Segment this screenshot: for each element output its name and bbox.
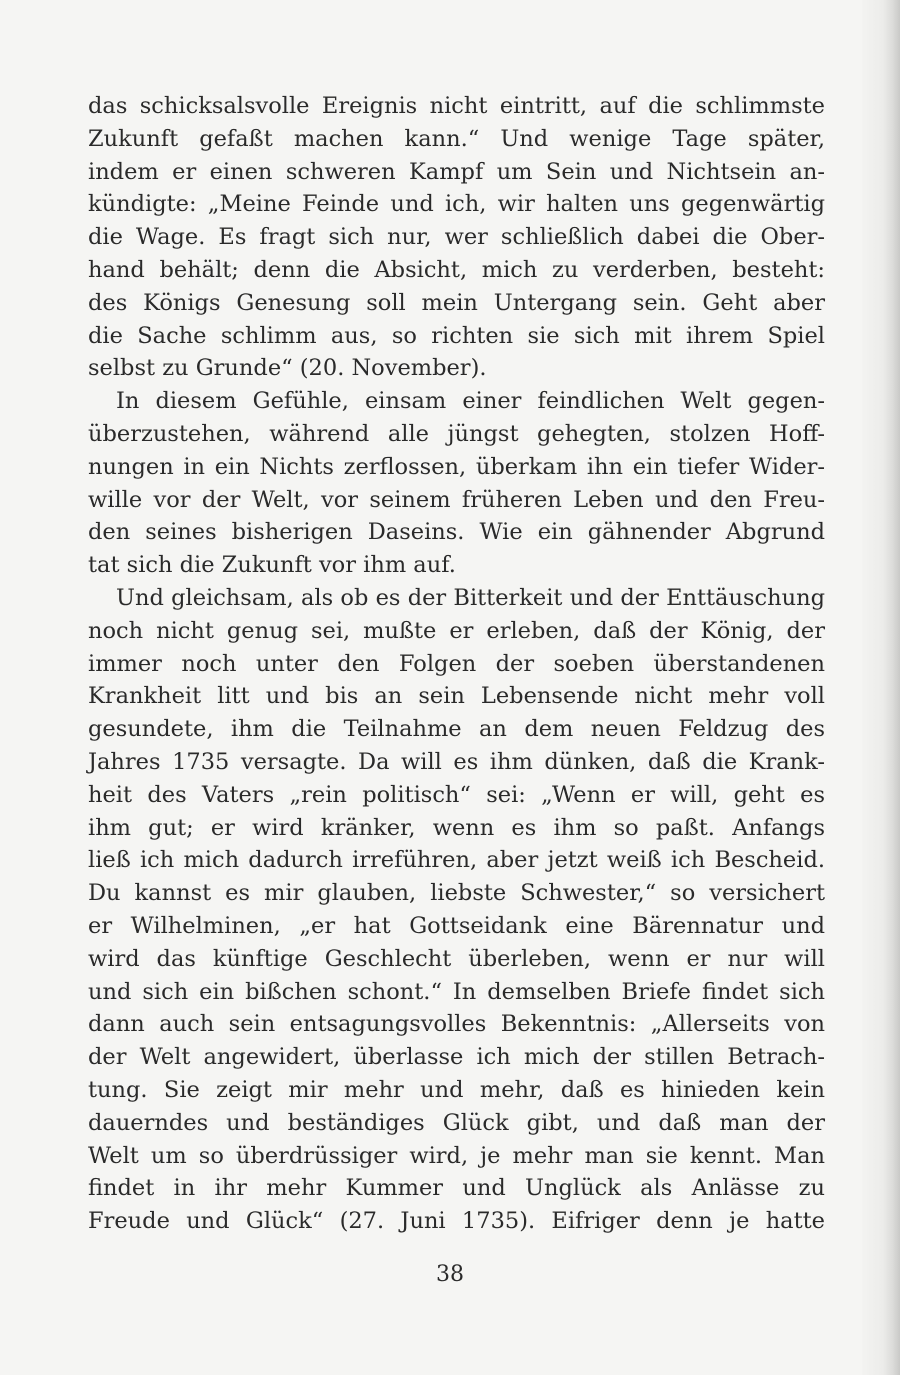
text-line: des Königs Genesung soll mein Untergang sein. Geht aber xyxy=(88,289,825,316)
text-line: wird das künftige Geschlecht überleben, wenn er nur will xyxy=(88,945,825,972)
text-line: Jahres 1735 versagte. Da will es ihm dünken, daß die Krank- xyxy=(88,748,825,775)
page-number: 38 xyxy=(436,1262,464,1287)
page-edge-shadow xyxy=(862,0,900,1375)
text-line: hand behält; denn die Absicht, mich zu verderben, besteht: xyxy=(88,256,825,283)
text-line: selbst zu Grunde“ (20. November). xyxy=(88,355,487,382)
text-line: Du kannst es mir glauben, liebste Schwester,“ so versichert xyxy=(88,880,825,907)
text-line: heit des Vaters „rein politisch“ sei: „Wenn er will, geht es xyxy=(88,781,825,808)
paragraph-3 xyxy=(88,582,825,1238)
text-line: wille vor der Welt, vor seinem früheren Leben und den Freu- xyxy=(88,486,825,513)
text-line: überzustehen, während alle jüngst gehegten, stolzen Hoff- xyxy=(88,420,825,447)
paragraph-1 xyxy=(88,90,825,385)
body-text xyxy=(88,90,825,1238)
text-line: ließ ich mich dadurch irreführen, aber jetzt weiß ich Bescheid. xyxy=(88,847,825,874)
text-line: tung. Sie zeigt mir mehr und mehr, daß es hinieden kein xyxy=(88,1076,825,1103)
text-line: er Wilhelminen, „er hat Gottseidank eine Bärennatur und xyxy=(88,912,825,939)
text-line: gesundete, ihm die Teilnahme an dem neuen Feldzug des xyxy=(88,716,825,743)
text-line: dann auch sein entsagungsvolles Bekenntnis: „Allerseits von xyxy=(88,1011,825,1038)
text-line: ihm gut; er wird kränker, wenn es ihm so paßt. Anfangs xyxy=(88,814,825,841)
text-line: die Sache schlimm aus, so richten sie sich mit ihrem Spiel xyxy=(88,322,825,349)
text-line: tat sich die Zukunft vor ihm auf. xyxy=(88,552,456,579)
text-line: In diesem Gefühle, einsam einer feindlichen Welt gegen- xyxy=(116,388,825,415)
text-line: der Welt angewidert, überlasse ich mich der stillen Betrach- xyxy=(88,1044,825,1071)
text-line: das schicksalsvolle Ereignis nicht eintritt, auf die schlimmste xyxy=(88,93,825,119)
text-line: Welt um so überdrüssiger wird, je mehr man sie kennt. Man xyxy=(88,1142,825,1169)
text-line: den seines bisherigen Daseins. Wie ein gähnender Abgrund xyxy=(88,519,825,546)
text-line: indem er einen schweren Kampf um Sein und Nichtsein an- xyxy=(88,158,825,185)
text-line: immer noch unter den Folgen der soeben überstandenen xyxy=(88,650,825,677)
text-line: Zukunft gefaßt machen kann.“ Und wenige Tage später, xyxy=(88,125,825,152)
text-line: dauerndes und beständiges Glück gibt, und daß man der xyxy=(88,1109,825,1136)
text-line: noch nicht genug sei, mußte er erleben, daß der König, der xyxy=(88,617,825,644)
paragraph-2 xyxy=(88,385,825,582)
text-line: findet in ihr mehr Kummer und Unglück als Anlässe zu xyxy=(88,1175,825,1202)
text-line: und sich ein bißchen schont.“ In demselben Briefe findet sich xyxy=(88,978,825,1005)
text-line: die Wage. Es fragt sich nur, wer schließlich dabei die Ober- xyxy=(88,224,825,251)
text-line: kündigte: „Meine Feinde und ich, wir halten uns gegenwärtig xyxy=(88,191,825,218)
text-line: Krankheit litt und bis an sein Lebensende nicht mehr voll xyxy=(88,683,825,710)
text-line: Und gleichsam, als ob es der Bitterkeit und der Enttäuschung xyxy=(116,584,825,611)
text-line: Freude und Glück“ (27. Juni 1735). Eifriger denn je hatte xyxy=(88,1208,825,1235)
text-line: nungen in ein Nichts zerflossen, überkam ihn ein tiefer Wider- xyxy=(88,453,825,480)
